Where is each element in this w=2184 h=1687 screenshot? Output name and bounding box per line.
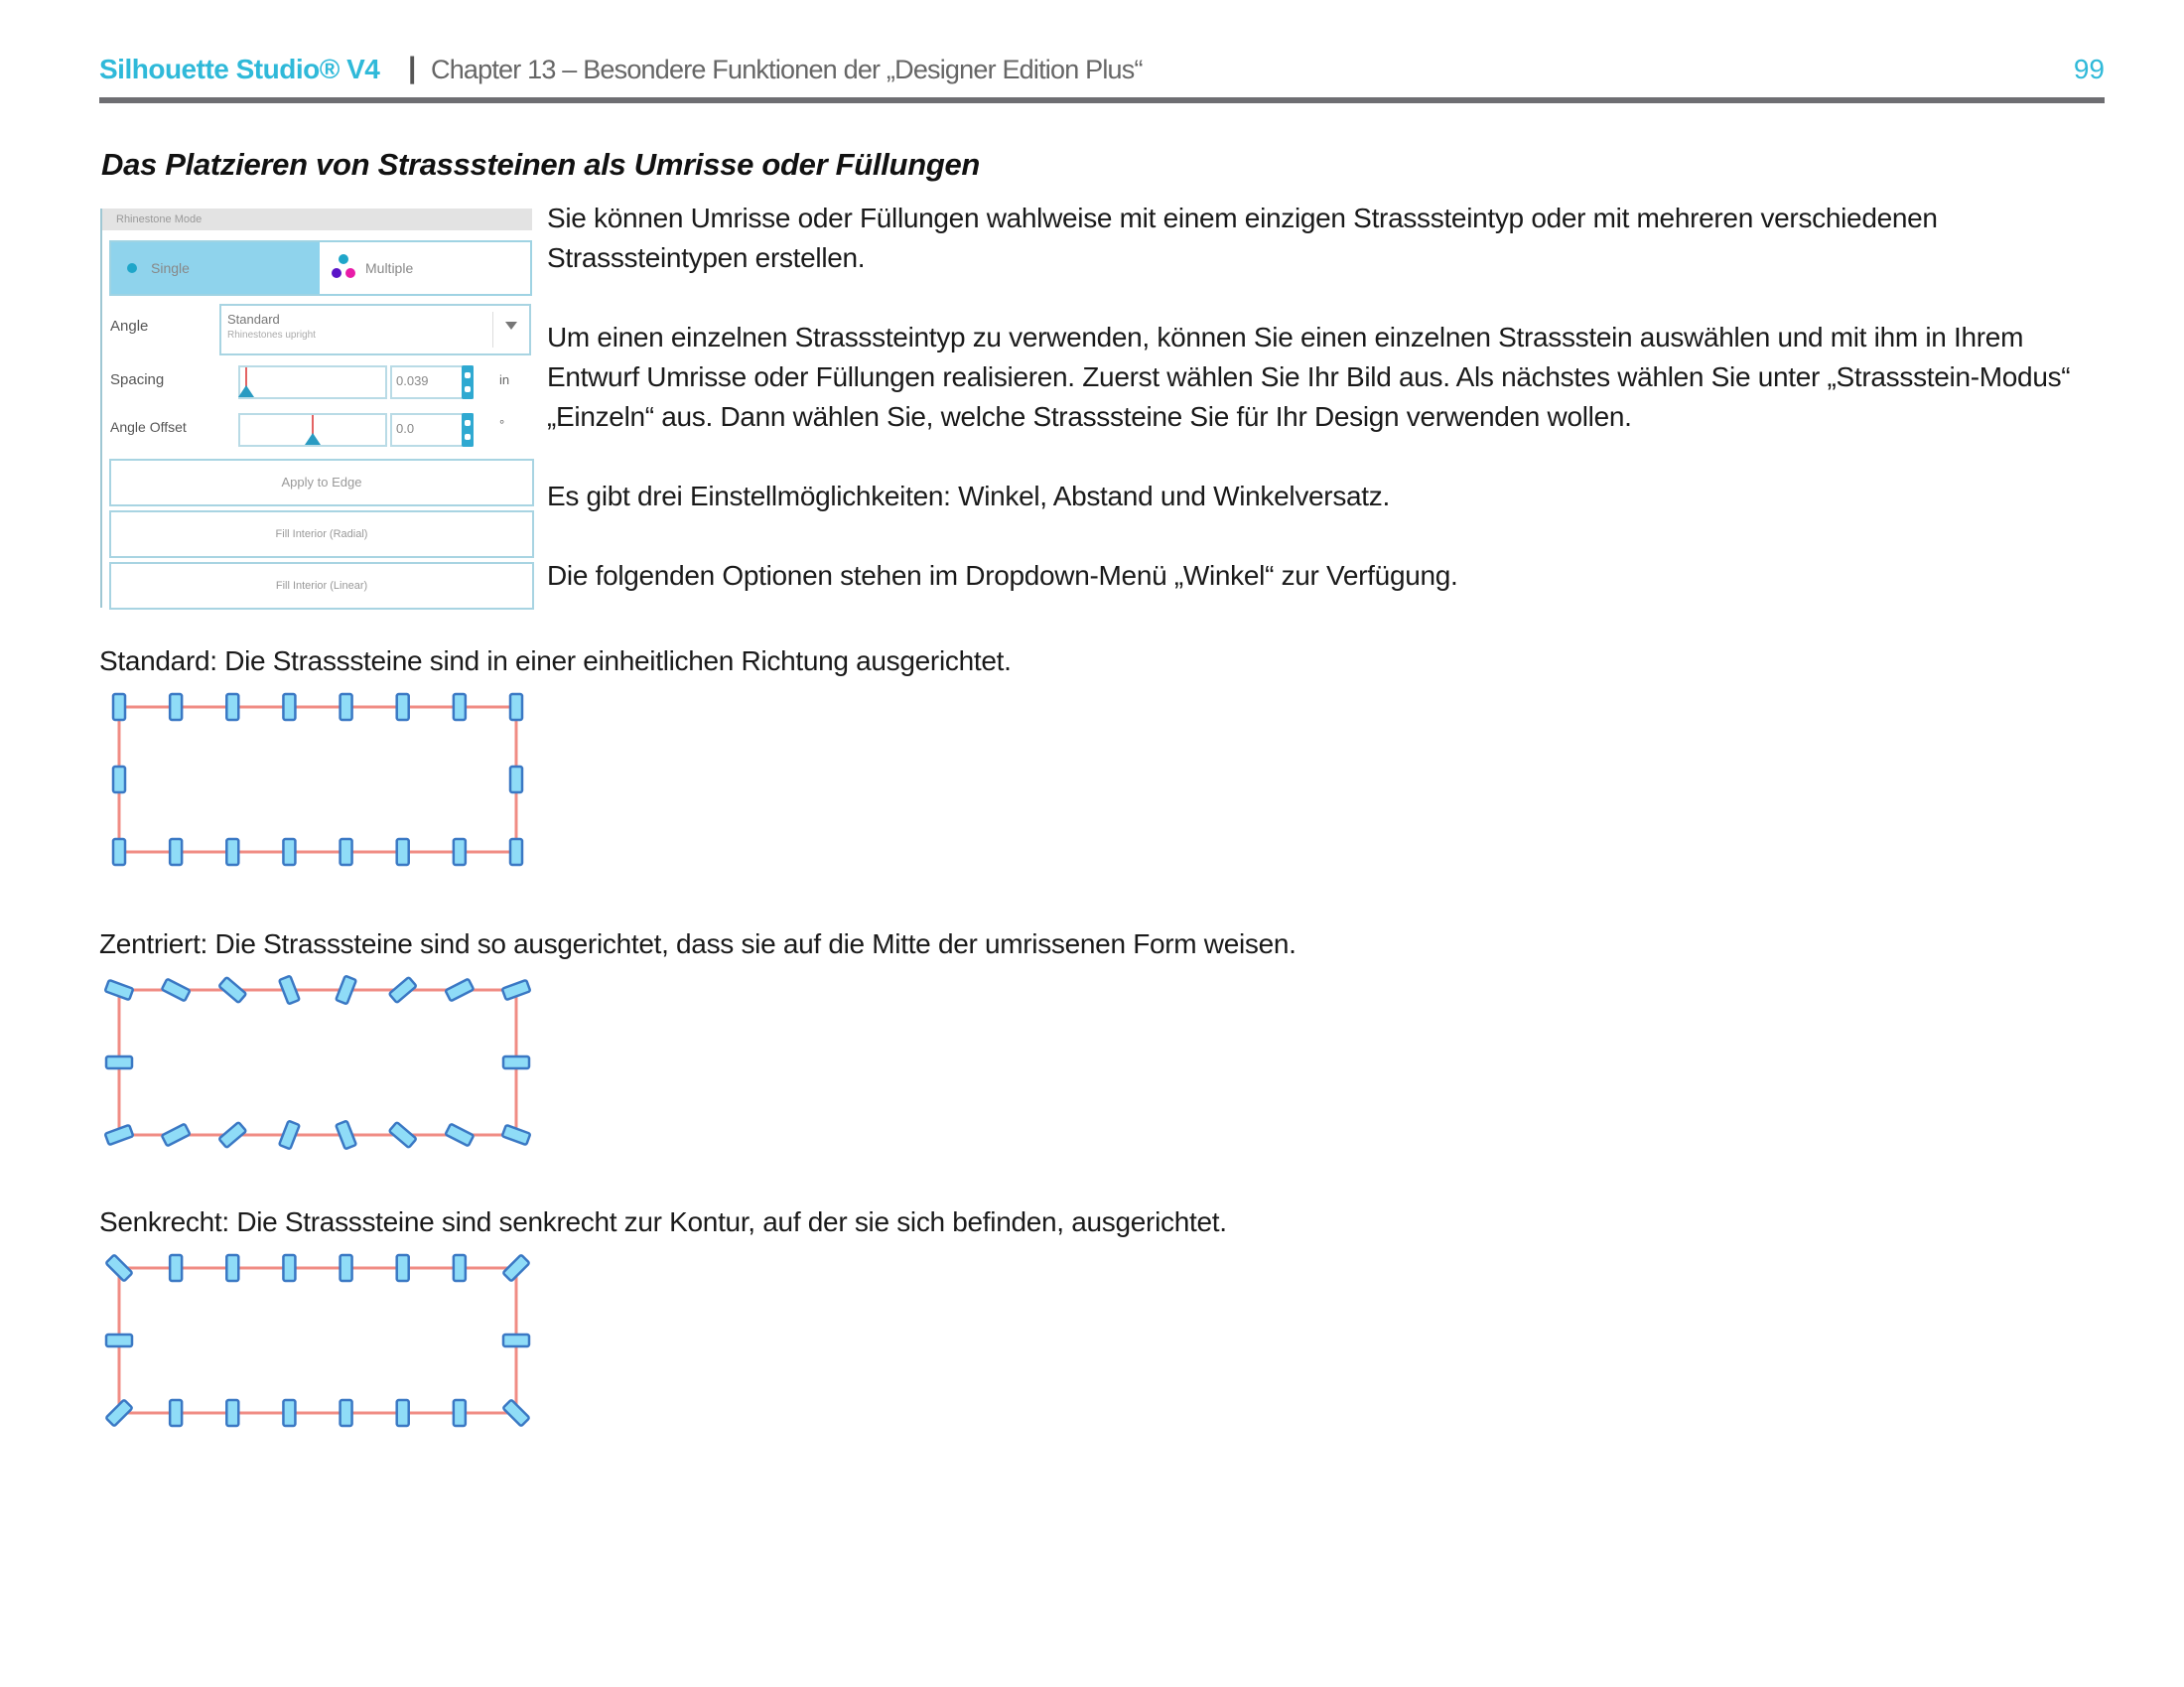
rhinestone — [170, 839, 182, 865]
rhinestone — [502, 1125, 531, 1145]
rhinestone — [510, 694, 522, 720]
spacing-input[interactable] — [390, 365, 474, 399]
multiple-dots-icon — [330, 254, 359, 282]
mode-multiple-button[interactable] — [320, 242, 530, 294]
rhinestone — [454, 694, 466, 720]
rhinestone — [341, 1255, 352, 1281]
spacing-value: 0.039 — [396, 373, 429, 388]
rhinestone — [454, 1255, 466, 1281]
single-dot-icon — [127, 263, 137, 273]
rhinestone — [446, 1124, 475, 1147]
spacing-unit: in — [499, 372, 510, 387]
angle-offset-label: Angle Offset — [110, 419, 187, 435]
mode-single-button[interactable] — [111, 242, 320, 294]
fill-interior-linear-button[interactable]: Fill Interior (Linear) — [109, 562, 534, 610]
rhinestone — [341, 1400, 352, 1426]
rhinestone — [510, 767, 522, 792]
apply-to-edge-button[interactable]: Apply to Edge — [109, 459, 534, 506]
rhinestone — [279, 1121, 300, 1150]
angle-offset-unit: ° — [499, 417, 505, 432]
rhinestone — [341, 839, 352, 865]
rhinestone — [162, 1124, 191, 1147]
rhinestone — [283, 694, 295, 720]
rhinestone — [279, 976, 300, 1005]
angle-offset-slider-thumb[interactable] — [305, 433, 321, 445]
rhinestone — [502, 980, 531, 1000]
body-text — [547, 199, 2106, 635]
rhinestone — [170, 1400, 182, 1426]
rhinestone — [113, 767, 125, 792]
rhinestone — [106, 1400, 133, 1427]
rhinestone — [226, 839, 238, 865]
rhinestone — [226, 1255, 238, 1281]
rhinestone — [218, 1122, 246, 1148]
rhinestone — [106, 1255, 133, 1282]
angle-value: Standard — [227, 312, 280, 327]
paragraph: Es gibt drei Einstellmöglichkeiten: Winkel, Abstand und Winkelversatz. — [547, 481, 1390, 511]
rhinestone — [454, 1400, 466, 1426]
chapter-title: Chapter 13 – Besondere Funktionen der „Designer Edition Plus“ — [431, 55, 1143, 84]
caption-perpendicular: Senkrecht: Die Strasssteine sind senkrecht zur Kontur, auf der sie sich befinden, ausgerichtet. — [99, 1206, 1227, 1237]
angle-offset-stepper[interactable] — [462, 413, 474, 447]
diagram-standard — [101, 685, 538, 874]
rhinestone — [389, 1122, 417, 1148]
spacing-slider-thumb[interactable] — [238, 385, 254, 397]
rhinestone — [113, 694, 125, 720]
angle-description: Rhinestones upright — [227, 330, 316, 341]
rhinestone — [283, 1255, 295, 1281]
rhinestone — [397, 1400, 409, 1426]
rhinestone — [162, 979, 191, 1002]
rhinestone — [283, 839, 295, 865]
header-divider — [99, 97, 2105, 103]
angle-label: Angle — [110, 318, 149, 335]
spacing-label: Spacing — [110, 371, 165, 388]
panel-title: Rhinestone Mode — [102, 209, 532, 230]
rhinestone-mode-panel — [100, 209, 532, 608]
rhinestone — [218, 977, 246, 1003]
outline-shape — [119, 990, 516, 1135]
angle-dropdown[interactable] — [219, 304, 531, 355]
rhinestone — [503, 1335, 529, 1346]
rhinestone — [170, 1255, 182, 1281]
page-number: 99 — [2073, 54, 2105, 84]
rhinestone — [454, 839, 466, 865]
paragraph: Die folgenden Optionen stehen im Dropdown-Menü „Winkel“ zur Verfügung. — [547, 560, 1458, 591]
rhinestone — [226, 1400, 238, 1426]
paragraph: Sie können Umrisse oder Füllungen wahlweise mit einem einzigen Strasssteintyp oder mit mehreren verschiedenen Strasssteintypen erstellen. — [547, 203, 1938, 273]
caption-centered: Zentriert: Die Strasssteine sind so ausgerichtet, dass sie auf die Mitte der umrissenen Form weisen. — [99, 928, 1297, 959]
rhinestone — [336, 976, 356, 1005]
paragraph: Um einen einzelnen Strasssteintyp zu verwenden, können Sie einen einzelnen Strassstein auswählen und mit ihm in Ihrem Entwurf Umrisse oder Füllungen realisieren. Zuerst wählen Sie Ihr Bild aus. Als nächstes wählen Sie unter „Strassstein-Modus“ „Einzeln“ aus. Dann wählen Sie, welche Strasssteine Sie für Ihr Design verwenden wollen. — [547, 322, 2071, 432]
rhinestone — [389, 977, 417, 1003]
outline-shape — [119, 1268, 516, 1413]
rhinestone — [105, 1125, 134, 1145]
caption-standard: Standard: Die Strasssteine sind in einer einheitlichen Richtung ausgerichtet. — [99, 645, 1012, 676]
diagram-centered — [101, 968, 538, 1157]
rhinestone — [397, 1255, 409, 1281]
angle-offset-slider[interactable] — [238, 413, 387, 447]
rhinestone — [170, 694, 182, 720]
angle-offset-value: 0.0 — [396, 421, 415, 436]
rhinestone — [226, 694, 238, 720]
rhinestone — [113, 839, 125, 865]
header-separator: | — [408, 52, 417, 84]
brand-title: Silhouette Studio® V4 — [99, 54, 380, 84]
rhinestone — [503, 1056, 529, 1068]
rhinestone — [341, 694, 352, 720]
mode-multiple-label: Multiple — [365, 260, 414, 276]
diagram-perpendicular — [101, 1246, 538, 1435]
spacing-stepper[interactable] — [462, 365, 474, 399]
spacing-slider[interactable] — [238, 365, 387, 399]
rhinestone — [397, 839, 409, 865]
rhinestone — [503, 1400, 530, 1427]
angle-offset-input[interactable] — [390, 413, 474, 447]
chevron-down-icon — [505, 322, 517, 330]
rhinestone — [397, 694, 409, 720]
rhinestone — [336, 1121, 356, 1150]
dropdown-divider — [492, 312, 493, 348]
page-header — [99, 50, 2105, 99]
rhinestone — [106, 1056, 132, 1068]
rhinestone — [503, 1255, 530, 1282]
mode-toggle — [109, 240, 532, 296]
rhinestone — [283, 1400, 295, 1426]
fill-interior-radial-button[interactable]: Fill Interior (Radial) — [109, 510, 534, 558]
section-title: Das Platzieren von Strasssteinen als Umrisse oder Füllungen — [101, 147, 981, 182]
rhinestone — [106, 1335, 132, 1346]
outline-shape — [119, 707, 516, 852]
rhinestone — [446, 979, 475, 1002]
rhinestone — [510, 839, 522, 865]
mode-single-label: Single — [151, 260, 190, 276]
rhinestone — [105, 980, 134, 1000]
